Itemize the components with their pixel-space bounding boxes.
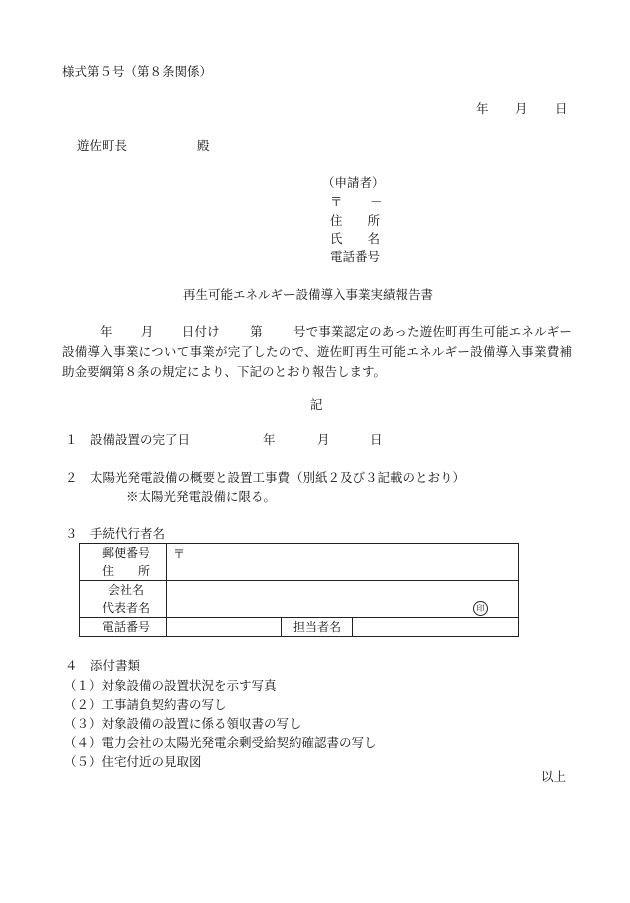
agent-phone-label: 電話番号 [80,618,167,637]
addressee-honorific: 殿 [197,138,210,153]
body-dai: 第 [249,324,263,339]
item-3-number: ３ [65,526,78,541]
agent-table [79,543,519,637]
form-number: 様式第５号（第８条関係） [62,64,213,79]
addressee-name: 遊佐町長 [77,138,128,153]
item-3-label: 手続代行者名 [90,526,166,541]
agent-row-phone [80,618,519,637]
body-month: 月 [140,324,154,339]
item-4-label: 添付書類 [90,658,141,673]
agent-address-label: 住 所 [101,564,150,578]
agent-contact-field [353,618,519,637]
agent-postal-label: 郵便番号 [101,546,150,560]
applicant-postal-label: 〒 [330,194,343,209]
item-2-note: ※太陽光発電設備に限る。 [126,489,277,504]
agent-company-rep-labels [80,581,167,618]
body-rest: 号で事業認定のあった遊佐町再生可能エネルギー設備導入事業について事業が完了したので、遊佐町再生可能エネルギー設備導入事業費補助金要綱第８条の規定により、下記のとおり報告します。 [62,324,572,379]
agent-rep-label: 代表者名 [101,601,150,615]
attachment-item: （３）対象設備の設置に係る領収書の写し [64,716,302,731]
agent-contact-label: 担当者名 [282,618,353,637]
document-title: 再生可能エネルギー設備導入事業実績報告書 [183,287,434,302]
agent-postal-address-labels [80,544,167,581]
date-year-label: 年 [476,101,489,116]
seal-mark: 印 [473,601,488,616]
body-date-suffix: 日付け [181,324,220,339]
ki-marker: 記 [310,397,323,412]
item-1-month: 月 [317,432,330,447]
agent-address-field [167,544,519,581]
attachment-item: （４）電力会社の太陽光発電余剰受給契約確認書の写し [64,735,377,750]
item-1-year: 年 [263,432,276,447]
agent-phone-field [167,618,282,637]
item-2-label: 太陽光発電設備の概要と設置工事費（別紙２及び３記載のとおり） [90,470,466,485]
date-month-label: 月 [515,101,528,116]
agent-row-address [80,544,519,581]
date-day-label: 日 [555,101,568,116]
item-4-number: ４ [65,658,78,673]
applicant-phone-label: 電話番号 [330,249,381,264]
applicant-heading: （申請者） [322,175,385,190]
body-year: 年 [100,324,113,339]
attachment-item: （５）住宅付近の見取図 [64,754,202,769]
attachment-item: （１）対象設備の設置状況を示す写真 [64,678,277,693]
attachment-item: （２）工事請負契約書の写し [64,697,227,712]
closing-ijo: 以上 [541,769,567,784]
item-2-number: ２ [65,470,78,485]
applicant-address-label: 住 所 [330,213,381,228]
agent-company-label: 会社名 [107,583,144,597]
body-paragraph [62,322,572,382]
item-1-label: 設備設置の完了日 [90,432,191,447]
item-1-day: 日 [370,432,383,447]
agent-postal-mark: 〒 [173,547,186,561]
agent-row-company [80,581,519,618]
applicant-name-label: 氏 名 [330,231,381,246]
agent-company-field [167,581,519,618]
item-1-number: １ [65,432,78,447]
applicant-postal-dash: － [370,194,383,209]
